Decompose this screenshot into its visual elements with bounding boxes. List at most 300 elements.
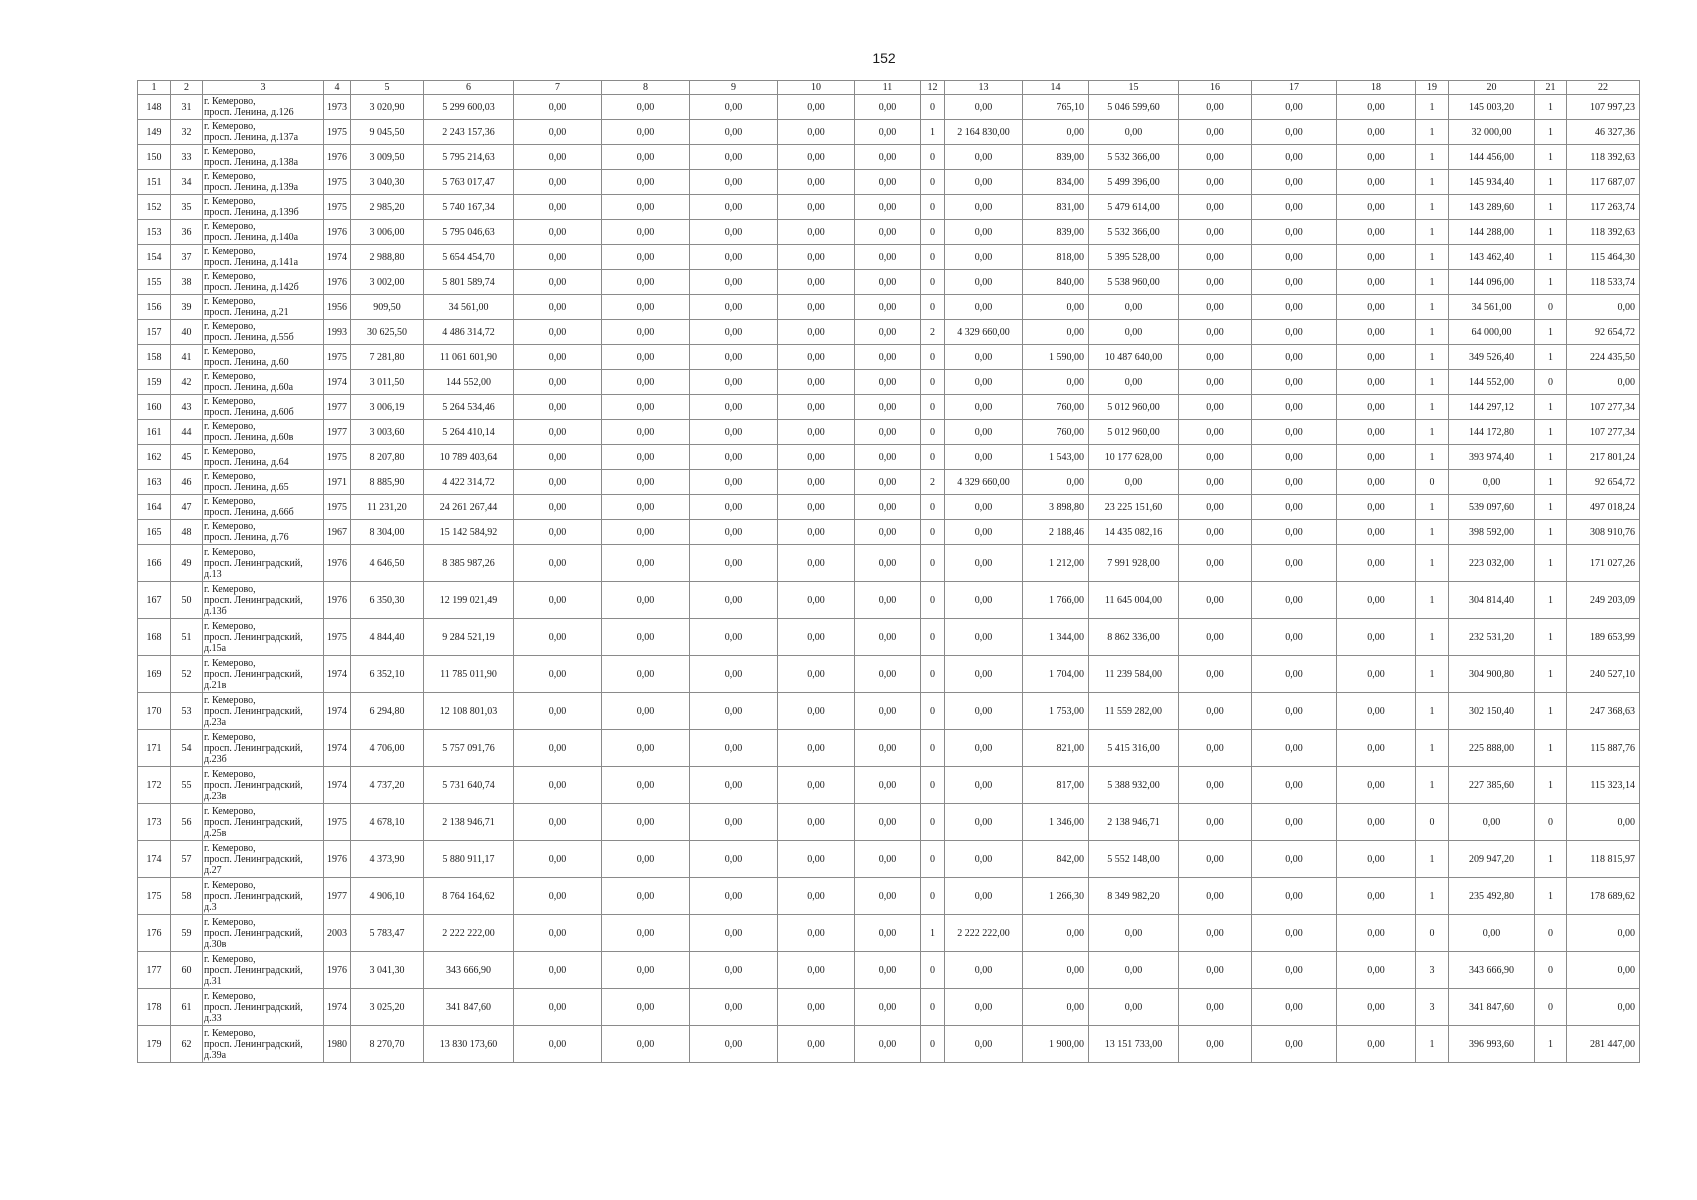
- cell-col-8: 0,00: [602, 545, 690, 582]
- cell-col-8: 0,00: [602, 804, 690, 841]
- cell-col-17: 0,00: [1252, 693, 1337, 730]
- table-row: [138, 295, 1640, 320]
- cell-col-2: 51: [171, 619, 203, 656]
- cell-col-14: 2 188,46: [1023, 520, 1089, 545]
- cell-col-21: 0: [1535, 952, 1567, 989]
- address-line: просп. Ленина, д.65: [204, 482, 289, 493]
- cell-col-19: 1: [1416, 195, 1449, 220]
- cell-col-1: 159: [138, 370, 171, 395]
- cell-address: [203, 120, 324, 145]
- table-row: [138, 195, 1640, 220]
- cell-address: [203, 767, 324, 804]
- cell-col-16: 0,00: [1179, 1026, 1252, 1063]
- cell-col-15: 0,00: [1089, 915, 1179, 952]
- cell-col-5: 6 352,10: [351, 656, 424, 693]
- cell-col-21: 1: [1535, 878, 1567, 915]
- cell-col-20: 144 172,80: [1449, 420, 1535, 445]
- cell-col-9: 0,00: [690, 345, 778, 370]
- cell-col-5: 909,50: [351, 295, 424, 320]
- cell-col-1: 178: [138, 989, 171, 1026]
- cell-col-22: 118 392,63: [1567, 220, 1640, 245]
- cell-col-12: 0: [921, 245, 945, 270]
- cell-col-11: 0,00: [855, 295, 921, 320]
- cell-col-1: 163: [138, 470, 171, 495]
- cell-col-16: 0,00: [1179, 370, 1252, 395]
- cell-col-8: 0,00: [602, 95, 690, 120]
- cell-col-18: 0,00: [1337, 345, 1416, 370]
- cell-col-21: 1: [1535, 730, 1567, 767]
- cell-col-19: 1: [1416, 520, 1449, 545]
- cell-col-6: 5 801 589,74: [424, 270, 514, 295]
- cell-col-13: 0,00: [945, 619, 1023, 656]
- cell-col-11: 0,00: [855, 520, 921, 545]
- cell-col-6: 12 108 801,03: [424, 693, 514, 730]
- cell-col-5: 7 281,80: [351, 345, 424, 370]
- cell-col-15: 5 499 396,00: [1089, 170, 1179, 195]
- cell-address: [203, 1026, 324, 1063]
- address-line: г. Кемерово,: [204, 879, 256, 891]
- cell-col-8: 0,00: [602, 370, 690, 395]
- cell-col-15: 11 239 584,00: [1089, 656, 1179, 693]
- column-header-22: 22: [1567, 81, 1640, 95]
- cell-col-8: 0,00: [602, 841, 690, 878]
- cell-col-1: 148: [138, 95, 171, 120]
- cell-col-17: 0,00: [1252, 95, 1337, 120]
- cell-col-21: 0: [1535, 804, 1567, 841]
- cell-col-4: 1980: [324, 1026, 351, 1063]
- cell-col-15: 5 012 960,00: [1089, 420, 1179, 445]
- address-line: г. Кемерово,: [204, 96, 256, 107]
- cell-col-4: 1974: [324, 989, 351, 1026]
- table-row: [138, 170, 1640, 195]
- column-header-6: 6: [424, 81, 514, 95]
- cell-col-21: 1: [1535, 693, 1567, 730]
- cell-col-22: 0,00: [1567, 989, 1640, 1026]
- cell-col-21: 1: [1535, 445, 1567, 470]
- cell-col-4: 1977: [324, 878, 351, 915]
- cell-col-14: 834,00: [1023, 170, 1089, 195]
- cell-col-19: 1: [1416, 370, 1449, 395]
- cell-col-16: 0,00: [1179, 767, 1252, 804]
- cell-col-18: 0,00: [1337, 915, 1416, 952]
- table-row: [138, 693, 1640, 730]
- cell-col-17: 0,00: [1252, 582, 1337, 619]
- column-header-13: 13: [945, 81, 1023, 95]
- table-row: [138, 804, 1640, 841]
- cell-col-21: 0: [1535, 295, 1567, 320]
- cell-col-17: 0,00: [1252, 730, 1337, 767]
- cell-col-5: 3 040,30: [351, 170, 424, 195]
- address-line: просп. Ленина, д.66б: [204, 507, 294, 518]
- cell-col-11: 0,00: [855, 656, 921, 693]
- cell-col-11: 0,00: [855, 220, 921, 245]
- cell-col-7: 0,00: [514, 804, 602, 841]
- cell-address: [203, 989, 324, 1026]
- cell-col-2: 56: [171, 804, 203, 841]
- cell-col-18: 0,00: [1337, 445, 1416, 470]
- cell-col-6: 5 654 454,70: [424, 245, 514, 270]
- cell-col-13: 0,00: [945, 145, 1023, 170]
- table-row: [138, 841, 1640, 878]
- cell-col-7: 0,00: [514, 345, 602, 370]
- cell-col-20: 223 032,00: [1449, 545, 1535, 582]
- cell-col-10: 0,00: [778, 520, 855, 545]
- cell-col-16: 0,00: [1179, 952, 1252, 989]
- cell-col-16: 0,00: [1179, 345, 1252, 370]
- cell-col-7: 0,00: [514, 270, 602, 295]
- cell-col-11: 0,00: [855, 120, 921, 145]
- cell-col-17: 0,00: [1252, 878, 1337, 915]
- cell-col-5: 4 678,10: [351, 804, 424, 841]
- address-line: г. Кемерово,: [204, 296, 256, 307]
- cell-col-11: 0,00: [855, 470, 921, 495]
- cell-col-2: 43: [171, 395, 203, 420]
- cell-col-8: 0,00: [602, 245, 690, 270]
- cell-col-13: 0,00: [945, 345, 1023, 370]
- cell-col-20: 304 814,40: [1449, 582, 1535, 619]
- address-line: д.13б: [204, 605, 227, 617]
- address-line: д.39а: [204, 1049, 227, 1061]
- table-row: [138, 878, 1640, 915]
- cell-address: [203, 952, 324, 989]
- cell-col-8: 0,00: [602, 320, 690, 345]
- cell-col-14: 831,00: [1023, 195, 1089, 220]
- cell-col-2: 35: [171, 195, 203, 220]
- cell-col-22: 46 327,36: [1567, 120, 1640, 145]
- cell-col-11: 0,00: [855, 693, 921, 730]
- cell-col-2: 49: [171, 545, 203, 582]
- cell-col-14: 0,00: [1023, 370, 1089, 395]
- cell-col-13: 0,00: [945, 693, 1023, 730]
- cell-address: [203, 495, 324, 520]
- cell-col-9: 0,00: [690, 693, 778, 730]
- column-header-8: 8: [602, 81, 690, 95]
- cell-col-5: 11 231,20: [351, 495, 424, 520]
- cell-col-18: 0,00: [1337, 582, 1416, 619]
- cell-col-17: 0,00: [1252, 420, 1337, 445]
- cell-col-21: 0: [1535, 370, 1567, 395]
- cell-col-15: 5 415 316,00: [1089, 730, 1179, 767]
- cell-col-17: 0,00: [1252, 195, 1337, 220]
- cell-col-6: 144 552,00: [424, 370, 514, 395]
- cell-col-8: 0,00: [602, 1026, 690, 1063]
- cell-col-11: 0,00: [855, 445, 921, 470]
- cell-col-6: 4 422 314,72: [424, 470, 514, 495]
- cell-col-17: 0,00: [1252, 656, 1337, 693]
- cell-col-4: 1993: [324, 320, 351, 345]
- address-line: г. Кемерово,: [204, 620, 256, 632]
- cell-col-12: 0: [921, 420, 945, 445]
- cell-col-22: 217 801,24: [1567, 445, 1640, 470]
- cell-col-21: 1: [1535, 545, 1567, 582]
- cell-col-21: 1: [1535, 1026, 1567, 1063]
- cell-col-10: 0,00: [778, 345, 855, 370]
- address-line: просп. Ленинградский,: [204, 890, 303, 902]
- cell-col-13: 0,00: [945, 952, 1023, 989]
- cell-col-9: 0,00: [690, 395, 778, 420]
- cell-col-7: 0,00: [514, 693, 602, 730]
- column-header-3: 3: [203, 81, 324, 95]
- cell-col-7: 0,00: [514, 495, 602, 520]
- cell-col-17: 0,00: [1252, 767, 1337, 804]
- cell-col-13: 0,00: [945, 245, 1023, 270]
- address-line: д.13: [204, 568, 222, 580]
- cell-address: [203, 582, 324, 619]
- cell-col-4: 1976: [324, 841, 351, 878]
- cell-col-6: 4 486 314,72: [424, 320, 514, 345]
- address-line: просп. Ленинградский,: [204, 1001, 303, 1013]
- cell-col-1: 175: [138, 878, 171, 915]
- address-line: д.23б: [204, 753, 227, 765]
- cell-col-16: 0,00: [1179, 170, 1252, 195]
- cell-col-9: 0,00: [690, 915, 778, 952]
- cell-col-20: 144 096,00: [1449, 270, 1535, 295]
- cell-col-14: 1 344,00: [1023, 619, 1089, 656]
- cell-col-18: 0,00: [1337, 395, 1416, 420]
- cell-col-4: 1976: [324, 582, 351, 619]
- cell-col-19: 1: [1416, 295, 1449, 320]
- cell-col-13: 0,00: [945, 445, 1023, 470]
- cell-col-11: 0,00: [855, 767, 921, 804]
- cell-col-13: 0,00: [945, 420, 1023, 445]
- cell-col-7: 0,00: [514, 195, 602, 220]
- cell-col-10: 0,00: [778, 804, 855, 841]
- cell-col-19: 1: [1416, 345, 1449, 370]
- cell-address: [203, 841, 324, 878]
- cell-col-19: 1: [1416, 320, 1449, 345]
- cell-col-20: 144 288,00: [1449, 220, 1535, 245]
- cell-col-16: 0,00: [1179, 545, 1252, 582]
- cell-col-6: 15 142 584,92: [424, 520, 514, 545]
- cell-col-2: 39: [171, 295, 203, 320]
- cell-col-10: 0,00: [778, 120, 855, 145]
- cell-col-20: 232 531,20: [1449, 619, 1535, 656]
- cell-address: [203, 245, 324, 270]
- cell-col-18: 0,00: [1337, 320, 1416, 345]
- address-line: г. Кемерово,: [204, 990, 256, 1002]
- cell-col-9: 0,00: [690, 878, 778, 915]
- address-line: г. Кемерово,: [204, 521, 256, 532]
- cell-col-15: 14 435 082,16: [1089, 520, 1179, 545]
- cell-col-22: 189 653,99: [1567, 619, 1640, 656]
- cell-col-11: 0,00: [855, 495, 921, 520]
- cell-col-1: 149: [138, 120, 171, 145]
- cell-col-12: 0: [921, 170, 945, 195]
- cell-col-22: 0,00: [1567, 915, 1640, 952]
- address-line: д.27: [204, 864, 222, 876]
- cell-col-20: 341 847,60: [1449, 989, 1535, 1026]
- cell-col-5: 6 294,80: [351, 693, 424, 730]
- cell-col-9: 0,00: [690, 145, 778, 170]
- cell-col-19: 1: [1416, 693, 1449, 730]
- cell-col-8: 0,00: [602, 767, 690, 804]
- address-line: г. Кемерово,: [204, 171, 256, 182]
- cell-col-8: 0,00: [602, 270, 690, 295]
- cell-col-11: 0,00: [855, 420, 921, 445]
- cell-col-10: 0,00: [778, 767, 855, 804]
- cell-col-6: 5 763 017,47: [424, 170, 514, 195]
- cell-col-10: 0,00: [778, 878, 855, 915]
- cell-col-4: 1977: [324, 420, 351, 445]
- cell-col-19: 1: [1416, 1026, 1449, 1063]
- cell-col-8: 0,00: [602, 470, 690, 495]
- cell-col-16: 0,00: [1179, 445, 1252, 470]
- cell-col-7: 0,00: [514, 320, 602, 345]
- cell-col-20: 64 000,00: [1449, 320, 1535, 345]
- cell-col-13: 0,00: [945, 767, 1023, 804]
- cell-col-22: 115 887,76: [1567, 730, 1640, 767]
- cell-col-6: 2 243 157,36: [424, 120, 514, 145]
- cell-col-20: 209 947,20: [1449, 841, 1535, 878]
- cell-col-11: 0,00: [855, 395, 921, 420]
- cell-col-12: 0: [921, 545, 945, 582]
- cell-col-5: 8 885,90: [351, 470, 424, 495]
- cell-col-9: 0,00: [690, 495, 778, 520]
- cell-col-10: 0,00: [778, 1026, 855, 1063]
- cell-col-15: 5 046 599,60: [1089, 95, 1179, 120]
- cell-col-7: 0,00: [514, 841, 602, 878]
- cell-col-17: 0,00: [1252, 320, 1337, 345]
- cell-col-4: 1977: [324, 395, 351, 420]
- cell-col-5: 3 020,90: [351, 95, 424, 120]
- cell-col-21: 1: [1535, 145, 1567, 170]
- cell-col-20: 393 974,40: [1449, 445, 1535, 470]
- cell-col-5: 3 009,50: [351, 145, 424, 170]
- cell-col-15: 2 138 946,71: [1089, 804, 1179, 841]
- cell-col-15: 8 862 336,00: [1089, 619, 1179, 656]
- cell-col-5: 3 011,50: [351, 370, 424, 395]
- cell-col-14: 0,00: [1023, 915, 1089, 952]
- cell-address: [203, 470, 324, 495]
- cell-col-20: 0,00: [1449, 915, 1535, 952]
- cell-col-8: 0,00: [602, 656, 690, 693]
- cell-col-8: 0,00: [602, 495, 690, 520]
- cell-col-9: 0,00: [690, 841, 778, 878]
- cell-col-10: 0,00: [778, 495, 855, 520]
- cell-address: [203, 420, 324, 445]
- cell-col-18: 0,00: [1337, 370, 1416, 395]
- table-row: [138, 495, 1640, 520]
- table-row: [138, 582, 1640, 619]
- cell-col-8: 0,00: [602, 395, 690, 420]
- cell-col-11: 0,00: [855, 582, 921, 619]
- cell-col-5: 3 006,00: [351, 220, 424, 245]
- cell-col-10: 0,00: [778, 445, 855, 470]
- address-line: просп. Ленинградский,: [204, 594, 303, 606]
- cell-col-17: 0,00: [1252, 804, 1337, 841]
- cell-col-10: 0,00: [778, 295, 855, 320]
- cell-col-19: 3: [1416, 952, 1449, 989]
- address-line: г. Кемерово,: [204, 196, 256, 207]
- cell-col-16: 0,00: [1179, 520, 1252, 545]
- cell-col-5: 8 270,70: [351, 1026, 424, 1063]
- table-row: [138, 445, 1640, 470]
- cell-col-4: 1956: [324, 295, 351, 320]
- cell-col-21: 1: [1535, 767, 1567, 804]
- cell-col-6: 11 785 011,90: [424, 656, 514, 693]
- cell-col-21: 1: [1535, 195, 1567, 220]
- address-line: г. Кемерово,: [204, 916, 256, 928]
- cell-col-10: 0,00: [778, 470, 855, 495]
- cell-col-11: 0,00: [855, 370, 921, 395]
- table-row: [138, 619, 1640, 656]
- cell-col-6: 24 261 267,44: [424, 495, 514, 520]
- cell-col-19: 1: [1416, 270, 1449, 295]
- cell-col-4: 1975: [324, 804, 351, 841]
- cell-col-10: 0,00: [778, 656, 855, 693]
- cell-col-7: 0,00: [514, 95, 602, 120]
- cell-col-7: 0,00: [514, 952, 602, 989]
- cell-col-8: 0,00: [602, 295, 690, 320]
- cell-col-20: 144 552,00: [1449, 370, 1535, 395]
- cell-col-16: 0,00: [1179, 220, 1252, 245]
- cell-col-22: 178 689,62: [1567, 878, 1640, 915]
- cell-col-20: 144 456,00: [1449, 145, 1535, 170]
- cell-col-16: 0,00: [1179, 95, 1252, 120]
- cell-col-13: 2 222 222,00: [945, 915, 1023, 952]
- cell-col-21: 1: [1535, 656, 1567, 693]
- cell-col-18: 0,00: [1337, 95, 1416, 120]
- cell-col-4: 1976: [324, 270, 351, 295]
- cell-col-4: 1967: [324, 520, 351, 545]
- cell-col-12: 2: [921, 320, 945, 345]
- cell-col-11: 0,00: [855, 804, 921, 841]
- cell-col-15: 5 479 614,00: [1089, 195, 1179, 220]
- address-line: просп. Ленина, д.60в: [204, 432, 294, 443]
- table-row: [138, 370, 1640, 395]
- cell-col-2: 47: [171, 495, 203, 520]
- cell-col-5: 9 045,50: [351, 120, 424, 145]
- table-row: [138, 245, 1640, 270]
- cell-col-20: 398 592,00: [1449, 520, 1535, 545]
- cell-col-16: 0,00: [1179, 841, 1252, 878]
- cell-col-7: 0,00: [514, 878, 602, 915]
- cell-col-19: 1: [1416, 656, 1449, 693]
- cell-col-17: 0,00: [1252, 295, 1337, 320]
- cell-col-7: 0,00: [514, 395, 602, 420]
- cell-address: [203, 320, 324, 345]
- cell-col-10: 0,00: [778, 841, 855, 878]
- table-row: [138, 345, 1640, 370]
- cell-col-15: 5 395 528,00: [1089, 245, 1179, 270]
- cell-col-2: 52: [171, 656, 203, 693]
- cell-col-5: 4 906,10: [351, 878, 424, 915]
- address-line: д.31: [204, 975, 222, 987]
- cell-col-19: 1: [1416, 582, 1449, 619]
- table-row: [138, 95, 1640, 120]
- cell-col-12: 0: [921, 395, 945, 420]
- table-body: [138, 95, 1640, 1063]
- cell-col-9: 0,00: [690, 195, 778, 220]
- cell-col-8: 0,00: [602, 619, 690, 656]
- cell-col-11: 0,00: [855, 145, 921, 170]
- cell-col-12: 0: [921, 95, 945, 120]
- column-header-1: 1: [138, 81, 171, 95]
- address-line: просп. Ленина, д.21: [204, 307, 289, 318]
- column-header-2: 2: [171, 81, 203, 95]
- cell-col-5: 4 737,20: [351, 767, 424, 804]
- cell-col-12: 0: [921, 989, 945, 1026]
- cell-col-7: 0,00: [514, 145, 602, 170]
- table-row: [138, 545, 1640, 582]
- cell-col-21: 1: [1535, 270, 1567, 295]
- cell-col-4: 1971: [324, 470, 351, 495]
- cell-col-11: 0,00: [855, 952, 921, 989]
- address-line: г. Кемерово,: [204, 396, 256, 407]
- cell-col-14: 1 900,00: [1023, 1026, 1089, 1063]
- cell-col-5: 3 003,60: [351, 420, 424, 445]
- cell-col-13: 2 164 830,00: [945, 120, 1023, 145]
